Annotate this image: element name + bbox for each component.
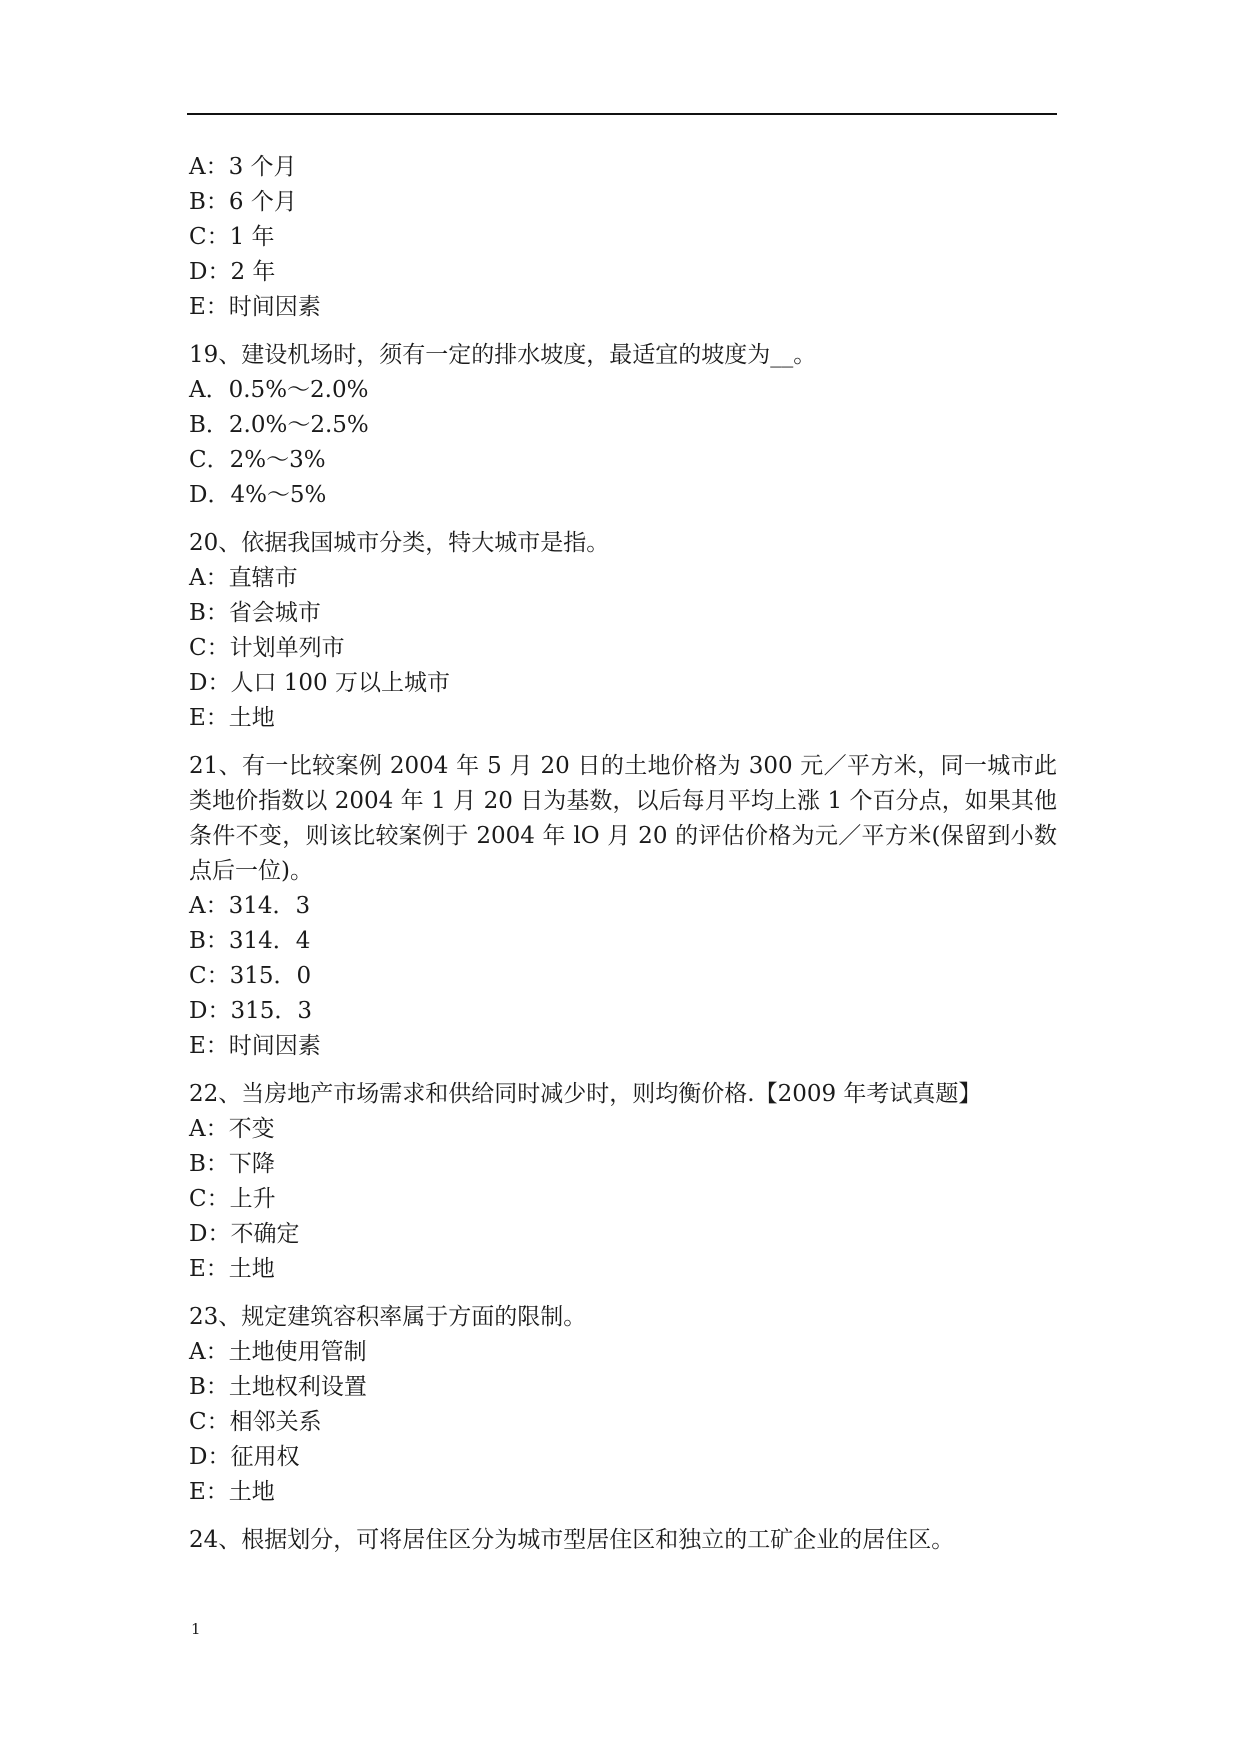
question-text: 22、当房地产市场需求和供给同时减少时，则均衡价格.【2009 年考试真题】 <box>189 1081 982 1107</box>
option-e: E：土地 <box>189 1256 275 1282</box>
option-b: B：省会城市 <box>189 600 321 626</box>
option-d: D：2 年 <box>189 259 276 285</box>
option-c: C：上升 <box>189 1186 276 1212</box>
option-a: A：314．3 <box>189 893 311 919</box>
question-text: 20、依据我国城市分类，特大城市是指。 <box>189 530 610 556</box>
option-a: A：3 个月 <box>189 154 297 180</box>
option-c: C：1 年 <box>189 224 275 250</box>
option-c: C：相邻关系 <box>189 1409 322 1435</box>
option-e: E：时间因素 <box>189 1033 321 1059</box>
option-d: D：不确定 <box>189 1221 300 1247</box>
page-number: 1 <box>191 1620 201 1638</box>
question-24 <box>189 1523 1057 1558</box>
option-e: E：土地 <box>189 1479 275 1505</box>
option-b: B．2.0%～2.5% <box>189 412 369 438</box>
option-c: C：计划单列市 <box>189 635 345 661</box>
option-d: D：征用权 <box>189 1444 300 1470</box>
option-e: E：时间因素 <box>189 294 321 320</box>
document-body <box>189 150 1057 1571</box>
question-text: 19、建设机场时，须有一定的排水坡度，最适宜的坡度为__。 <box>189 342 817 368</box>
header-rule <box>187 113 1057 115</box>
question-19 <box>189 338 1057 513</box>
option-c: C：315．0 <box>189 963 312 989</box>
question-text: 23、规定建筑容积率属于方面的限制。 <box>189 1304 587 1330</box>
option-d: D．4%～5% <box>189 482 327 508</box>
option-d: D：315．3 <box>189 998 312 1024</box>
question-text: 24、根据划分，可将居住区分为城市型居住区和独立的工矿企业的居住区。 <box>189 1527 955 1553</box>
option-a: A：不变 <box>189 1116 275 1142</box>
question-21 <box>189 749 1057 1064</box>
option-a: A．0.5%～2.0% <box>189 377 369 403</box>
option-d: D：人口 100 万以上城市 <box>189 670 450 696</box>
option-e: E：土地 <box>189 705 275 731</box>
option-a: A：土地使用管制 <box>189 1339 367 1365</box>
question-22 <box>189 1077 1057 1287</box>
option-b: B：314．4 <box>189 928 311 954</box>
option-a: A：直辖市 <box>189 565 298 591</box>
question-text: 21、有一比较案例 2004 年 5 月 20 日的土地价格为 300 元／平方米，同一城市此类地价指数以 2004 年 1 月 20 日为基数，以后每月平均上涨 1 个百分点，如果其他条件不变，则该比较案例于 2004 年 lO 月 20 的评估价格为元／平方米(保留到小数点后一位)。 <box>189 753 1057 884</box>
option-c: C．2%～3% <box>189 447 326 473</box>
question-20 <box>189 526 1057 736</box>
option-b: B：6 个月 <box>189 189 297 215</box>
option-b: B：土地权利设置 <box>189 1374 367 1400</box>
question-18-options <box>189 150 1057 325</box>
question-23 <box>189 1300 1057 1510</box>
option-b: B：下降 <box>189 1151 275 1177</box>
